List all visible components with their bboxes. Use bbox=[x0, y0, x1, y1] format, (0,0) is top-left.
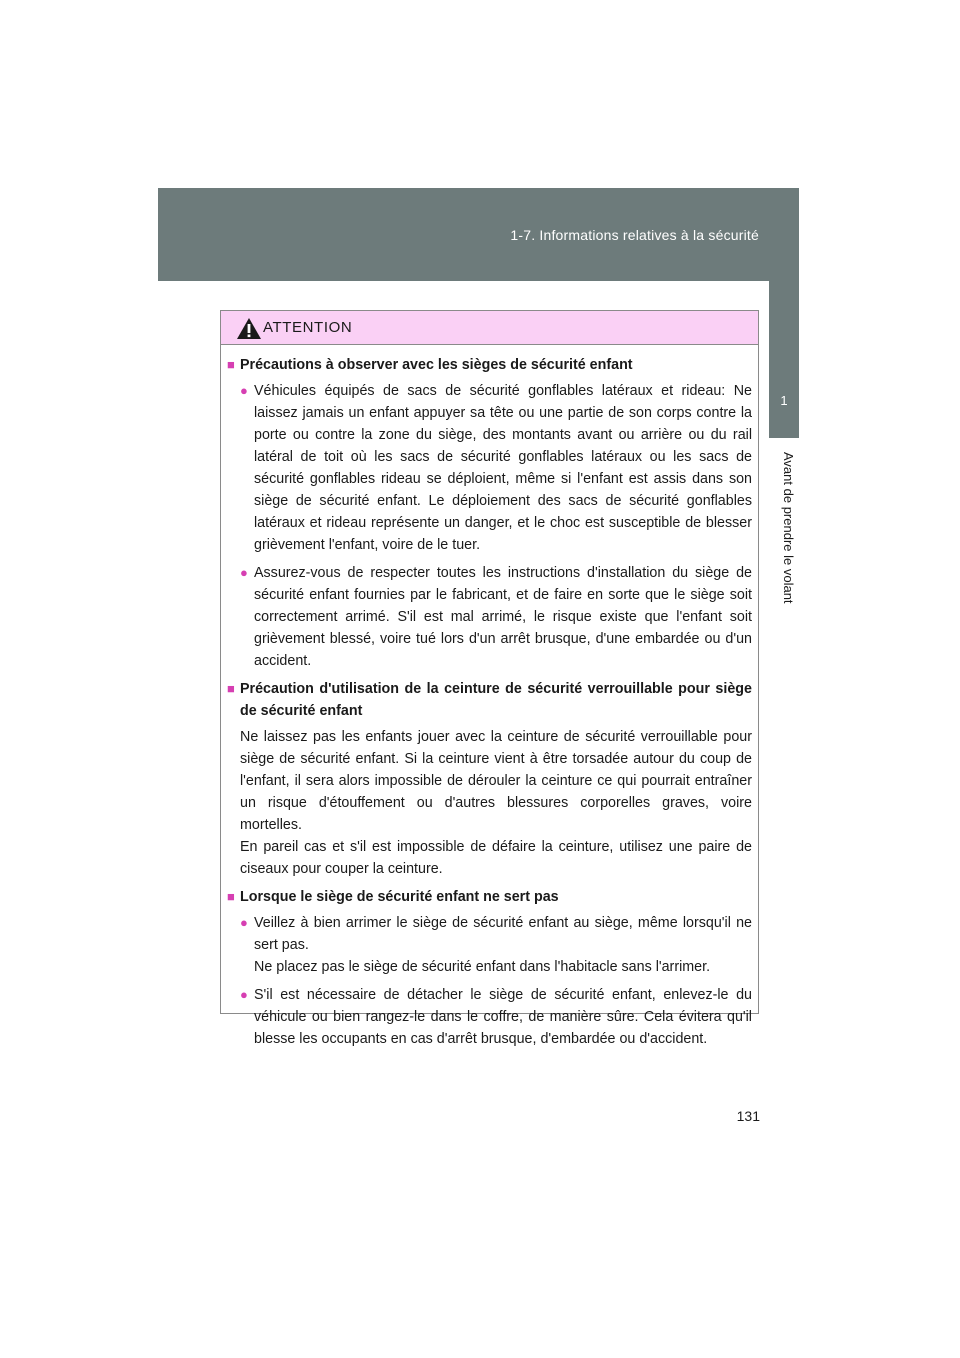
square-bullet-icon: ■ bbox=[227, 357, 235, 372]
section-title: 1-7. Informations relatives à la sécurité bbox=[510, 227, 759, 243]
round-bullet-icon: ● bbox=[240, 915, 248, 930]
round-bullet-icon: ● bbox=[240, 987, 248, 1002]
attention-title: ATTENTION bbox=[263, 319, 353, 336]
paragraph: Ne laissez pas les enfants jouer avec la ceinture de sécurité verrouillable pour siège de sécurité enfant. Si la ceinture vient à être torsadée autour du coup de l'enfant, il sera alors impossible de dérouler la ceinture ce qui pourrait entraîner un risque d'étouffement ou d'autres blessures corporelles graves, voire mortelles. En pareil cas et s'il est impossible de défaire la ceinture, utilisez une paire de ciseaux pour couper la ceinture. bbox=[240, 729, 752, 877]
square-bullet-icon: ■ bbox=[227, 889, 235, 904]
attention-body bbox=[221, 345, 758, 1050]
chapter-tab bbox=[769, 281, 799, 438]
page-number: 131 bbox=[736, 1108, 760, 1124]
list-item: ● Veillez à bien arrimer le siège de sécurité enfant au siège, même lorsqu'il ne sert pas. Ne placez pas le siège de sécurité enfant dans l'habitacle sans l'arrimer. bbox=[240, 912, 752, 978]
list-item: ● S'il est nécessaire de détacher le siège de sécurité enfant, enlevez-le du véhicule ou bien rangez-le dans le coffre, de manière sûre. Cela évitera qu'il blesse les occupants en cas d'arrêt brusque, d'embardée ou d'accident. bbox=[240, 984, 752, 1050]
section-heading: ■ Précaution d'utilisation de la ceinture de sécurité verrouillable pour siège de sécurité enfant bbox=[227, 678, 752, 722]
warning-triangle-icon bbox=[236, 317, 262, 340]
square-bullet-icon: ■ bbox=[227, 681, 235, 696]
section-heading: ■ Précautions à observer avec les sièges de sécurité enfant bbox=[227, 354, 752, 376]
header-band bbox=[158, 188, 799, 281]
section-heading: ■ Lorsque le siège de sécurité enfant ne sert pas bbox=[227, 886, 752, 908]
round-bullet-icon: ● bbox=[240, 565, 248, 580]
chapter-label: Avant de prendre le volant bbox=[781, 452, 796, 604]
list-item: ● Assurez-vous de respecter toutes les instructions d'installation du siège de sécurité enfant fournies par le fabricant, et de faire en sorte que le siège soit correctement arrimé. S'il est mal arrimé, le risque existe que l'enfant soit grièvement blessé, voire tué lors d'un arrêt brusque, d'une embardée ou d'un accident. bbox=[240, 562, 752, 672]
attention-box bbox=[220, 310, 759, 1047]
chapter-number: 1 bbox=[780, 393, 788, 408]
round-bullet-icon: ● bbox=[240, 383, 248, 398]
list-item: ● Véhicules équipés de sacs de sécurité gonflables latéraux et rideau: Ne laissez jamais un enfant appuyer sa tête ou une partie de son corps contre la porte ou contre la zone du siège, des montants avant ou arrière ou du rail latéral de toit où les sacs de sécurité gonflables latéraux ou les sacs de sécurité gonflables rideau se déploient, même si l'enfant est assis dans son siège de sécurité enfant. Le déploiement des sacs de sécurité gonflables latéraux et rideau représente un danger, et le choc est susceptible de blesser grièvement l'enfant, voire de le tuer. bbox=[240, 380, 752, 556]
attention-header bbox=[221, 311, 758, 345]
